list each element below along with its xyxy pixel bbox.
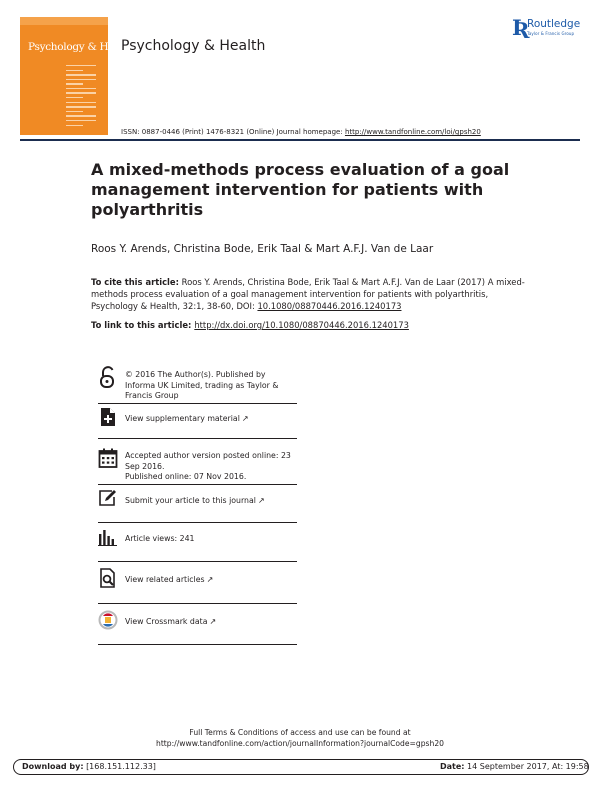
publisher-tagline: Taylor & Francis Group xyxy=(527,31,575,36)
crossmark-link[interactable] xyxy=(125,617,297,628)
related-articles-link[interactable] xyxy=(125,575,297,586)
article-views-text: Article views: 241 xyxy=(125,534,195,543)
citation-text: Roos Y. Arends, Christina Bode, Erik Taal & Mart A.F.J. Van de Laar (2017) A mixed-methods process evaluation of a goal management intervention for patients with polyarthritis, Psychology & Health, 32:1, 38-60, DOI: xyxy=(91,277,525,311)
routledge-logo xyxy=(512,17,582,41)
separator xyxy=(98,403,297,404)
supplementary-label: View supplementary material xyxy=(125,414,240,423)
crossmark-icon xyxy=(98,610,118,630)
crossmark-item[interactable] xyxy=(98,610,297,636)
terms-footer xyxy=(0,727,600,749)
issn-text: ISSN: 0887-0446 (Print) 1476-8321 (Online) Journal homepage: xyxy=(121,128,345,136)
citation-label: To cite this article: xyxy=(91,277,179,287)
external-link-icon: ↗ xyxy=(241,414,249,423)
download-date-value: 14 September 2017, At: 19:58 xyxy=(467,762,589,771)
external-link-icon: ↗ xyxy=(257,496,265,505)
link-label: To link to this article: xyxy=(91,320,195,330)
citation-doi-link[interactable]: 10.1080/08870446.2016.1240173 xyxy=(257,301,402,311)
supplementary-item[interactable] xyxy=(98,407,297,435)
download-date xyxy=(440,762,589,771)
issn-line xyxy=(121,128,481,136)
related-articles-item[interactable] xyxy=(98,568,297,594)
article-link-line xyxy=(91,320,409,330)
separator xyxy=(98,438,297,439)
cover-contents-lines xyxy=(66,65,96,129)
article-authors: Roos Y. Arends, Christina Bode, Erik Taal & Mart A.F.J. Van de Laar xyxy=(91,243,434,255)
open-access-text: © 2016 The Author(s). Published by Informa UK Limited, trading as Taylor & Francis Group xyxy=(125,370,279,400)
document-plus-icon xyxy=(98,407,118,427)
publication-dates-item xyxy=(98,448,297,484)
download-by xyxy=(22,762,156,771)
crossmark-label: View Crossmark data xyxy=(125,617,208,626)
external-link-icon: ↗ xyxy=(209,617,217,626)
separator xyxy=(98,522,297,523)
external-link-icon: ↗ xyxy=(206,575,214,584)
accepted-date-text: Accepted author version posted online: 23 Sep 2016. xyxy=(125,451,291,471)
related-articles-label: View related articles xyxy=(125,575,205,584)
calendar-icon xyxy=(98,448,118,468)
journal-name: Psychology & Health xyxy=(121,38,266,54)
cover-title: Psychology & Health xyxy=(28,41,134,53)
download-date-label: Date: xyxy=(440,762,465,771)
journal-homepage-link[interactable]: http://www.tandfonline.com/loi/gpsh20 xyxy=(344,128,481,136)
separator xyxy=(98,561,297,562)
open-access-item xyxy=(98,367,297,403)
edit-pencil-icon xyxy=(98,488,118,508)
submit-article-link[interactable] xyxy=(125,496,297,507)
bar-chart-icon xyxy=(98,528,118,548)
terms-line: Full Terms & Conditions of access and use can be found at xyxy=(189,728,411,737)
download-ip: [168.151.112.33] xyxy=(86,762,156,771)
separator xyxy=(98,644,297,645)
article-doi-link[interactable]: http://dx.doi.org/10.1080/08870446.2016.1240173 xyxy=(194,320,409,330)
routledge-r-icon: Ʀ xyxy=(512,15,530,40)
submit-article-label: Submit your article to this journal xyxy=(125,496,256,505)
download-by-label: Download by: xyxy=(22,762,84,771)
article-views-item xyxy=(98,528,297,552)
related-search-icon xyxy=(98,568,118,588)
supplementary-link[interactable] xyxy=(125,414,297,425)
citation-block xyxy=(91,276,531,312)
published-date-text: Published online: 07 Nov 2016. xyxy=(125,472,247,481)
separator xyxy=(98,603,297,604)
article-title: A mixed-methods process evaluation of a goal management intervention for patients with polyarthritis xyxy=(91,160,510,219)
cover-stripe xyxy=(20,17,108,25)
separator xyxy=(98,484,297,485)
terms-url[interactable]: http://www.tandfonline.com/action/journalInformation?journalCode=gpsh20 xyxy=(156,739,444,748)
submit-article-item[interactable] xyxy=(98,488,297,516)
journal-cover-image xyxy=(20,17,134,135)
header-rule xyxy=(20,139,580,141)
publisher-name: Routledge xyxy=(527,18,581,30)
open-lock-icon xyxy=(98,367,118,387)
